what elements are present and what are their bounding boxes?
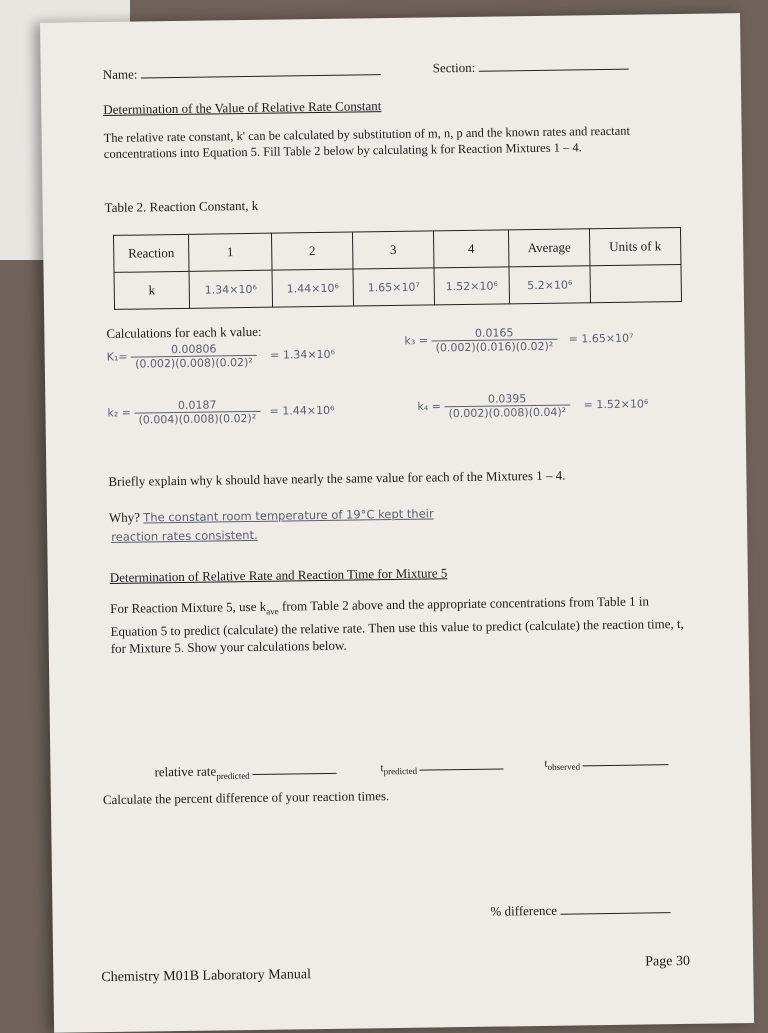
k3-fraction xyxy=(431,326,557,355)
t-predicted-sub: predicted xyxy=(383,765,418,777)
k3-denominator: (0.002)(0.016)(0.02)² xyxy=(435,339,554,355)
table-row-label: k xyxy=(114,271,190,309)
k2-result: = 1.44×10⁶ xyxy=(269,403,335,418)
why-label: Why? xyxy=(108,509,141,525)
k1-fraction xyxy=(131,342,257,371)
section-field xyxy=(433,55,629,77)
k1-calculation xyxy=(107,341,336,371)
percent-instruction: Calculate the percent difference of your reaction times. xyxy=(102,788,390,808)
table-header-cell: 1 xyxy=(189,233,273,271)
table-header-cell: Reaction xyxy=(114,234,190,272)
t-predicted-label: t xyxy=(380,762,384,775)
t-observed-label: t xyxy=(544,757,548,770)
k2-denominator: (0.004)(0.008)(0.02)² xyxy=(138,411,257,427)
k4-numerator: 0.0395 xyxy=(444,392,570,408)
k1-numerator: 0.00806 xyxy=(131,342,257,358)
k4-denominator: (0.002)(0.008)(0.04)² xyxy=(448,405,567,421)
k1-result: = 1.34×10⁶ xyxy=(270,347,336,362)
table-header-cell: 4 xyxy=(433,230,509,268)
footer-manual: Chemistry M01B Laboratory Manual xyxy=(101,967,312,986)
k-value-1[interactable]: 1.34×10⁶ xyxy=(189,270,273,308)
mixture5-heading: Determination of Relative Rate and Reaction Time for Mixture 5 xyxy=(109,565,448,585)
name-label: Name: xyxy=(102,66,138,83)
k3-result: = 1.65×10⁷ xyxy=(568,331,634,346)
table-header-cell: Units of k xyxy=(589,227,681,265)
k2-calculation xyxy=(107,397,334,427)
k-value-4[interactable]: 1.52×10⁶ xyxy=(434,267,510,305)
table-caption: Table 2. Reaction Constant, k xyxy=(104,197,259,216)
table-header-cell: 2 xyxy=(271,232,353,270)
table-row xyxy=(114,264,681,309)
t-predicted-line[interactable] xyxy=(420,754,504,770)
relative-rate-sub: predicted xyxy=(216,770,250,782)
section-label: Section: xyxy=(432,59,476,76)
k-value-average[interactable]: 5.2×10⁶ xyxy=(509,266,591,304)
k2-numerator: 0.0187 xyxy=(134,398,260,414)
percent-difference-label: % difference xyxy=(490,902,558,919)
k2-fraction xyxy=(134,398,260,427)
mixture5-instructions xyxy=(110,592,691,657)
relative-rate-line[interactable] xyxy=(253,759,337,775)
instructions-pre: For Reaction Mixture 5, use k xyxy=(110,598,267,616)
k3-numerator: 0.0165 xyxy=(431,326,557,342)
explain-answer xyxy=(109,501,729,526)
k4-calculation xyxy=(417,390,648,420)
relative-rate-label: relative rate xyxy=(154,763,217,780)
k-value-2[interactable]: 1.44×10⁶ xyxy=(272,269,354,307)
reaction-constant-table xyxy=(113,227,682,310)
k-value-3[interactable]: 1.65×10⁷ xyxy=(353,268,435,306)
t-observed-sub: observed xyxy=(547,761,581,773)
k1-lhs: K₁= xyxy=(106,350,128,364)
k4-fraction xyxy=(444,392,570,421)
page-number: Page 30 xyxy=(645,953,691,970)
rate-constant-heading: Determination of the Value of Relative Rate Constant xyxy=(103,98,382,118)
k-units[interactable] xyxy=(590,264,682,302)
answer-line-2[interactable]: reaction rates consistent. xyxy=(111,527,258,544)
k4-lhs: k₄ = xyxy=(417,399,442,414)
section-line[interactable] xyxy=(478,55,628,72)
name-line[interactable] xyxy=(141,60,381,78)
k4-result: = 1.52×10⁶ xyxy=(583,396,649,411)
t-observed-line[interactable] xyxy=(583,750,669,766)
relative-rate-field xyxy=(154,759,337,782)
calculations-label: Calculations for each k value: xyxy=(106,323,262,341)
percent-difference-line[interactable] xyxy=(560,898,670,915)
answer-line-1[interactable]: The constant room temperature of 19°C kept their xyxy=(143,506,434,525)
percent-difference-field xyxy=(490,898,670,920)
k3-calculation xyxy=(404,325,633,355)
rate-constant-instructions: The relative rate constant, k' can be calculated by substitution of m, n, p and the known rates and reactant concentrations into Equation 5. Fill Table 2 below by calculating k for Reaction Mixtures 1 – 4. xyxy=(103,123,631,162)
worksheet-page xyxy=(40,13,754,1033)
instructions-sub: ave xyxy=(266,606,279,617)
table-header-cell: Average xyxy=(508,229,590,267)
t-predicted-field xyxy=(380,754,504,776)
k2-lhs: k₂ = xyxy=(107,406,132,420)
k3-lhs: k₃ = xyxy=(404,334,429,348)
k1-denominator: (0.002)(0.008)(0.02)² xyxy=(135,355,253,371)
table-header-cell: 3 xyxy=(352,231,434,269)
t-observed-field xyxy=(544,750,669,772)
explain-question: Briefly explain why k should have nearly the same value for each of the Mixtures 1 – 4. xyxy=(108,467,566,489)
name-field xyxy=(103,60,381,83)
instructions-post: from Table 2 above and the appropriate concentrations from Table 1 in Equation 5 to predict (calculate) the relative rate. Then use this value to predict (calculate) the reaction time, t, for Mixture 5. Show your calculations below. xyxy=(110,593,684,656)
